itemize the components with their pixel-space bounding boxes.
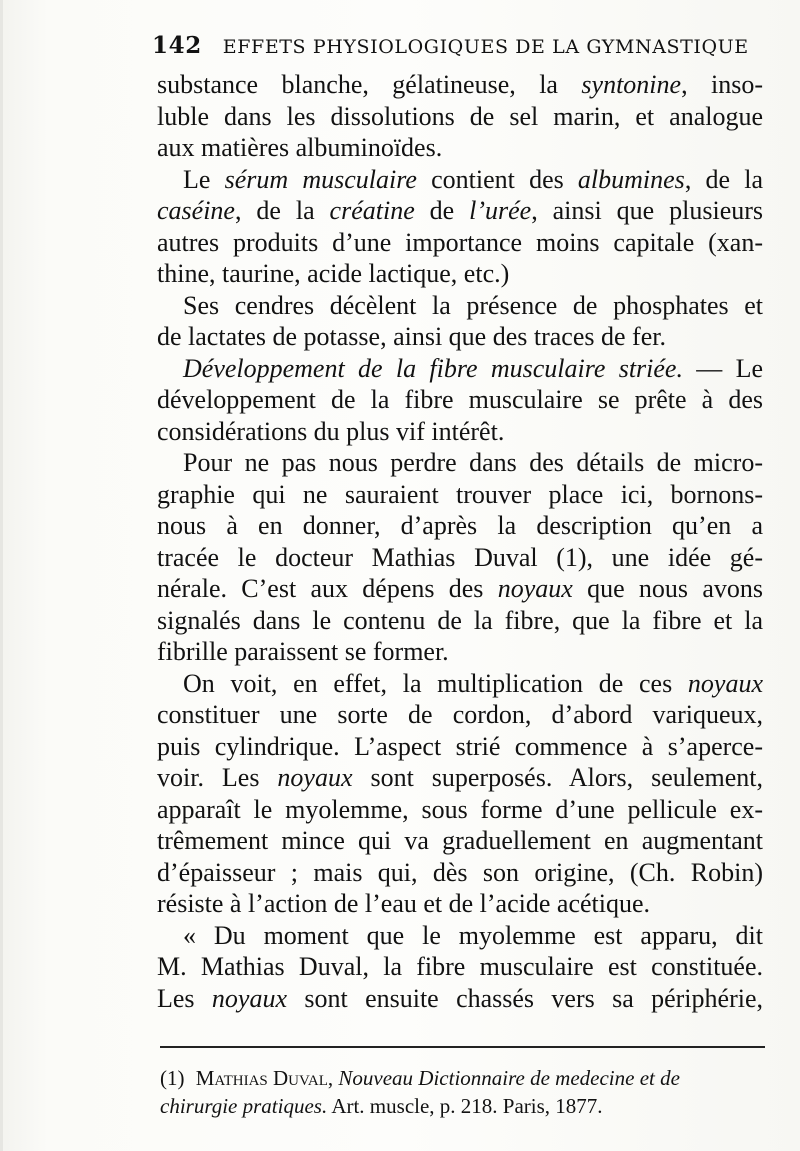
text-line: Ses cendres décèlent la présence de phosphates et bbox=[183, 290, 763, 320]
text-line: caséine, de la créatine de l’urée, ainsi que plusieurs bbox=[157, 196, 764, 225]
section-heading-line: Développement de la fibre musculaire striée. — Le bbox=[183, 353, 763, 383]
footnote bbox=[160, 1064, 766, 1120]
footnote-rule bbox=[160, 1046, 765, 1048]
footnote-reference: Art. muscle, p. 218. Paris, 1877. bbox=[331, 1094, 603, 1118]
text-line: Les noyaux sont ensuite chassés vers sa périphérie, bbox=[157, 983, 763, 1013]
footnote-line-2 bbox=[160, 1092, 766, 1120]
text-line: puis cylindrique. L’aspect strié commence à s’aperce- bbox=[157, 731, 763, 761]
footnote-line-1 bbox=[160, 1064, 766, 1092]
text-line: substance blanche, gélatineuse, la syntonine, inso- bbox=[157, 70, 764, 99]
text-line: fibrille paraissent se former. bbox=[157, 637, 449, 666]
text-line: apparaît le myolemme, sous forme d’une pellicule ex- bbox=[157, 794, 763, 824]
footnote-number: (1) bbox=[160, 1066, 185, 1090]
text-line: d’épaisseur ; mais qui, dès son origine, (Ch. Robin) bbox=[157, 857, 763, 887]
text-line: tracée le docteur Mathias Duval (1), une idée gé- bbox=[157, 542, 763, 572]
text-line: luble dans les dissolutions de sel marin, et analogue bbox=[157, 101, 763, 131]
text-line: Pour ne pas nous perdre dans des détails de micro- bbox=[183, 448, 763, 477]
footnote-title-part2: chirurgie pratiques. bbox=[160, 1094, 328, 1118]
text-line: constituer une sorte de cordon, d’abord variqueux, bbox=[157, 700, 763, 729]
running-header bbox=[152, 32, 760, 59]
text-line: de lactates de potasse, ainsi que des traces de fer. bbox=[157, 322, 666, 351]
text-line: On voit, en effet, la multiplication de ces noyaux bbox=[183, 668, 763, 698]
text-line: trêmement mince qui va graduellement en augmentant bbox=[157, 826, 763, 855]
text-line: graphie qui ne sauraient trouver place ici, bornons- bbox=[157, 479, 763, 509]
footnote-author: Mathias Duval, bbox=[195, 1066, 334, 1090]
footnote-title-part1: Nouveau Dictionnaire de medecine et de bbox=[338, 1066, 680, 1090]
text-line: résiste à l’action de l’eau et de l’acide acétique. bbox=[157, 889, 651, 918]
text-line: thine, taurine, acide lactique, etc.) bbox=[157, 259, 510, 288]
page-number: 142 bbox=[152, 32, 202, 59]
text-line: Le sérum musculaire contient des albumines, de la bbox=[183, 164, 763, 194]
text-line: nous à en donner, d’après la description qu’en a bbox=[157, 511, 763, 540]
main-text bbox=[157, 69, 763, 1014]
page-edge bbox=[0, 0, 3, 1151]
text-line: « Du moment que le myolemme est apparu, dit bbox=[183, 920, 763, 950]
text-line: nérale. C’est aux dépens des noyaux que nous avons bbox=[157, 574, 763, 603]
running-title: EFFETS PHYSIOLOGIQUES DE LA GYMNASTIQUE bbox=[222, 36, 749, 58]
text-line: autres produits d’une importance moins capitale (xan- bbox=[157, 227, 763, 257]
text-line: M. Mathias Duval, la fibre musculaire est constituée. bbox=[157, 952, 763, 981]
text-line: aux matières albuminoïdes. bbox=[157, 133, 443, 162]
text-line: développement de la fibre musculaire se prête à des bbox=[157, 385, 763, 414]
text-line: voir. Les noyaux sont superposés. Alors, seulement, bbox=[157, 763, 763, 792]
text-line: signalés dans le contenu de la fibre, que la fibre et la bbox=[157, 605, 763, 635]
text-line: considérations du plus vif intérêt. bbox=[157, 416, 505, 446]
